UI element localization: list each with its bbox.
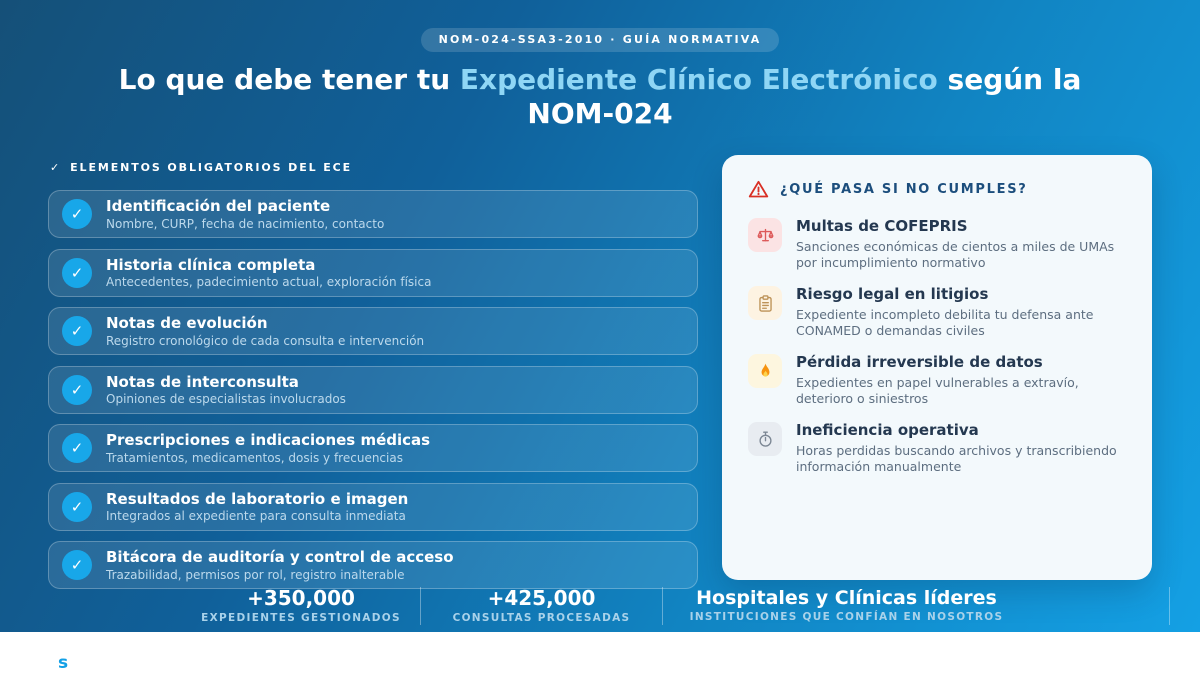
- norm-badge: NOM-024-SSA3-2010 · GUÍA NORMATIVA: [421, 28, 780, 52]
- warning-item: [748, 422, 1126, 476]
- stat-consultas: [421, 588, 662, 624]
- check-icon: ✓: [50, 161, 62, 175]
- warning-item: [748, 354, 1126, 408]
- checklist-item-title: Identificación del paciente: [106, 197, 331, 216]
- warning-item-desc: Horas perdidas buscando archivos y transcribiendo información manualmente: [796, 442, 1117, 475]
- warning-item-desc: Expediente incompleto debilita tu defensa ante CONAMED o demandas civiles: [796, 306, 1094, 339]
- checklist-item-title: Bitácora de auditoría y control de acceso: [106, 548, 454, 567]
- stat-value: +350,000: [247, 586, 355, 610]
- checklist-item: [48, 483, 698, 531]
- warnings-panel: [722, 155, 1152, 580]
- checklist-item: [48, 249, 698, 297]
- stat-label: EXPEDIENTES GESTIONADOS: [201, 612, 401, 624]
- warning-item: [748, 286, 1126, 340]
- warning-item-desc: Sanciones económicas de cientos a miles de UMAs por incumplimiento normativo: [796, 238, 1115, 271]
- warning-item-title: Riesgo legal en litigios: [796, 285, 989, 304]
- checklist-item: [48, 366, 698, 414]
- check-icon: ✓: [62, 550, 92, 580]
- title-line2: NOM-024: [527, 97, 673, 131]
- title-suffix: según la: [937, 63, 1082, 96]
- clock-icon: [748, 422, 782, 456]
- checklist-item-title: Resultados de laboratorio e imagen: [106, 489, 409, 508]
- checklist-item-subtitle: Integrados al expediente para consulta inmediata: [106, 509, 406, 524]
- checklist-item: [48, 424, 698, 472]
- checklist-item: [48, 190, 698, 238]
- checklist-item-subtitle: Antecedentes, padecimiento actual, exploración física: [106, 275, 432, 290]
- stats-divider: [1169, 587, 1170, 625]
- checklist-item-subtitle: Nombre, CURP, fecha de nacimiento, contacto: [106, 216, 385, 231]
- checklist-item-subtitle: Trazabilidad, permisos por rol, registro inalterable: [106, 567, 405, 582]
- checklist-item-title: Notas de interconsulta: [106, 372, 299, 391]
- checklist-item-subtitle: Tratamientos, medicamentos, dosis y frecuencias: [106, 450, 403, 465]
- checklist-item-title: Notas de evolución: [106, 314, 268, 333]
- check-icon: ✓: [62, 492, 92, 522]
- stat-label: CONSULTAS PROCESADAS: [452, 612, 631, 624]
- checklist-item-subtitle: Registro cronológico de cada consulta e intervención: [106, 333, 425, 348]
- warning-item-title: Pérdida irreversible de datos: [796, 353, 1043, 372]
- checklist-item: [48, 307, 698, 355]
- title-highlight: Expediente Clínico Electrónico: [459, 63, 938, 96]
- page-title: [95, 63, 1105, 131]
- stat-value: Hospitales y Clínicas líderes: [696, 586, 997, 609]
- stat-value: +425,000: [487, 586, 596, 610]
- scales-icon: [748, 218, 782, 252]
- check-icon: ✓: [62, 316, 92, 346]
- check-icon: ✓: [62, 433, 92, 463]
- stats-bar: [0, 582, 1200, 630]
- warnings-heading: ¿QUÉ PASA SI NO CUMPLES?: [780, 182, 1028, 198]
- stat-label: INSTITUCIONES QUE CONFÍAN EN NOSOTROS: [689, 611, 1004, 624]
- warning-triangle-icon: [748, 179, 769, 200]
- clipboard-icon: [748, 286, 782, 320]
- checklist-heading: [50, 161, 698, 174]
- check-icon: ✓: [62, 258, 92, 288]
- checklist-heading-label: ELEMENTOS OBLIGATORIOS DEL ECE: [70, 161, 353, 175]
- title-prefix: Lo que debe tener tu: [118, 63, 460, 96]
- warning-item-title: Multas de COFEPRIS: [796, 217, 968, 236]
- checklist-item-subtitle: Opiniones de especialistas involucrados: [106, 392, 346, 407]
- warning-item: [748, 218, 1126, 272]
- flame-icon: [748, 354, 782, 388]
- check-icon: ✓: [62, 199, 92, 229]
- brand-logo: s: [58, 653, 69, 673]
- checklist-section: [48, 155, 698, 600]
- warning-item-title: Ineficiencia operativa: [796, 421, 979, 440]
- check-icon: ✓: [62, 375, 92, 405]
- stat-instituciones: [663, 586, 1030, 624]
- checklist-item-title: Historia clínica completa: [106, 255, 316, 274]
- footer: [0, 632, 1200, 699]
- checklist-item-title: Prescripciones e indicaciones médicas: [106, 431, 431, 450]
- warning-item-desc: Expedientes en papel vulnerables a extravío, deterioro o siniestros: [796, 374, 1079, 407]
- stat-expedientes: [182, 588, 420, 624]
